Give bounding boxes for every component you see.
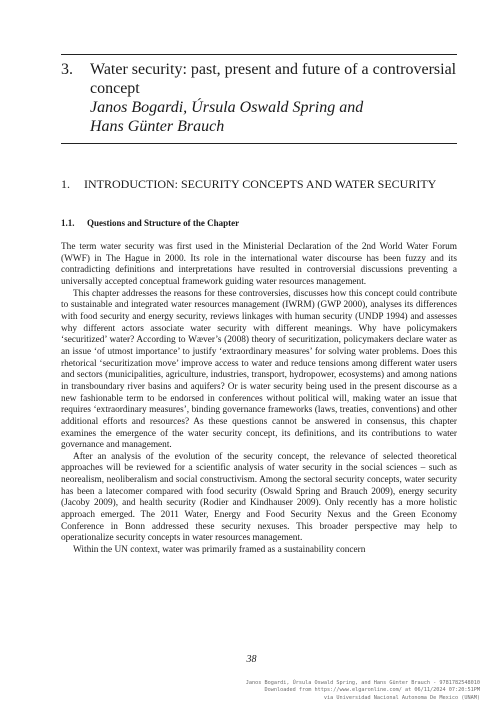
subsection-number: 1.1. [61,218,75,228]
paragraph: Within the UN context, water was primarily framed as a sustainability concern [73,545,366,556]
paragraph: This chapter addresses the reasons for these controversies, discusses how this concept could contribute to sustainable and integrated water resources management (IWRM) (GWP 2000), analyses its differences with food security and energy security, reviews linkages with human security (UNDP 1994) and assesses why different actors associate water security with different meanings. Why have policymakers ‘securitized’ water? According to Wæver’s (2008) theory of securitization, policymakers declare water as an issue ‘of utmost importance’ to justify ‘extraordinary measures’ for solving water problems. Does this rhetorical ‘securitization move’ improve access to water and reduce tensions among different water users and sectors (municipalities, agriculture, industries, transport, hydropower, ecosystems) and among nations in transboundary river basins and aquifers? Or is water security being used in the present discourse as a new fashionable term to be endorsed in conferences without political will, making water an issue that requires ‘extraordinary measures’, binding governance frameworks (laws, treaties, conventions) and other additional efforts and resources? As these questions cannot be answered in consensus, this chapter examines the emergence of the water security concept, its definitions, and its contributions to water governance and management. [61,288,457,451]
authors-line-2: Hans Günter Brauch [90,118,225,135]
chapter-authors [90,98,457,136]
authors-line-1: Janos Bogardi, Úrsula Oswald Spring and [90,99,364,116]
header-rule [61,143,457,144]
chapter-number: 3. [61,61,73,78]
subsection-heading [61,218,239,228]
section-number: 1. [61,177,70,191]
paragraph: After an analysis of the evolution of the security concept, the relevance of selected theoretical approaches will be reviewed for a scientific analysis of water security in the social sciences – such as neorealism, neoliberalism and social constructivism. Among the sectoral security concepts, water security has been a latecomer compared with food security (Oswald Spring and Brauch 2009), energy security (Jacoby 2009), and health security (Rodier and Kindhauser 2009). Only recently has a more holistic approach emerged. The 2011 Water, Energy and Food Security Nexus and the Green Economy Conference in Bonn addressed these security nexuses. This broader perspective may help to operationalize security concepts in water resources management. [61,451,457,544]
footer-line-1: Janos Bogardi, Úrsula Oswald Spring, and Hans Günter Brauch - 9781782548010 [245,680,480,686]
footer-line-2: Downloaded from https://www.elgaronline.com/ at 06/11/2024 07:20:51PM [264,687,480,694]
footer-line-3: via Universidad Nacional Autonoma De Mexico (UNAM) [323,694,480,701]
section-title: INTRODUCTION: SECURITY CONCEPTS AND WATER SECURITY [84,177,437,191]
download-footer [246,680,480,702]
body-text [61,242,457,557]
top-rule [61,54,457,55]
paragraph: The term water security was first used in the Ministerial Declaration of the 2nd World Water Forum (WWF) in The Hague in 2000. Its role in the international water discourse has been fuzzy and its contradicting definitions and interpretations have resulted in controversial discussions preventing a universally accepted conceptual framework guiding water resources management. [61,242,457,287]
subsection-title: Questions and Structure of the Chapter [87,218,240,228]
page-number: 38 [246,654,257,665]
chapter-title: Water security: past, present and future of a controversial concept [90,61,457,97]
